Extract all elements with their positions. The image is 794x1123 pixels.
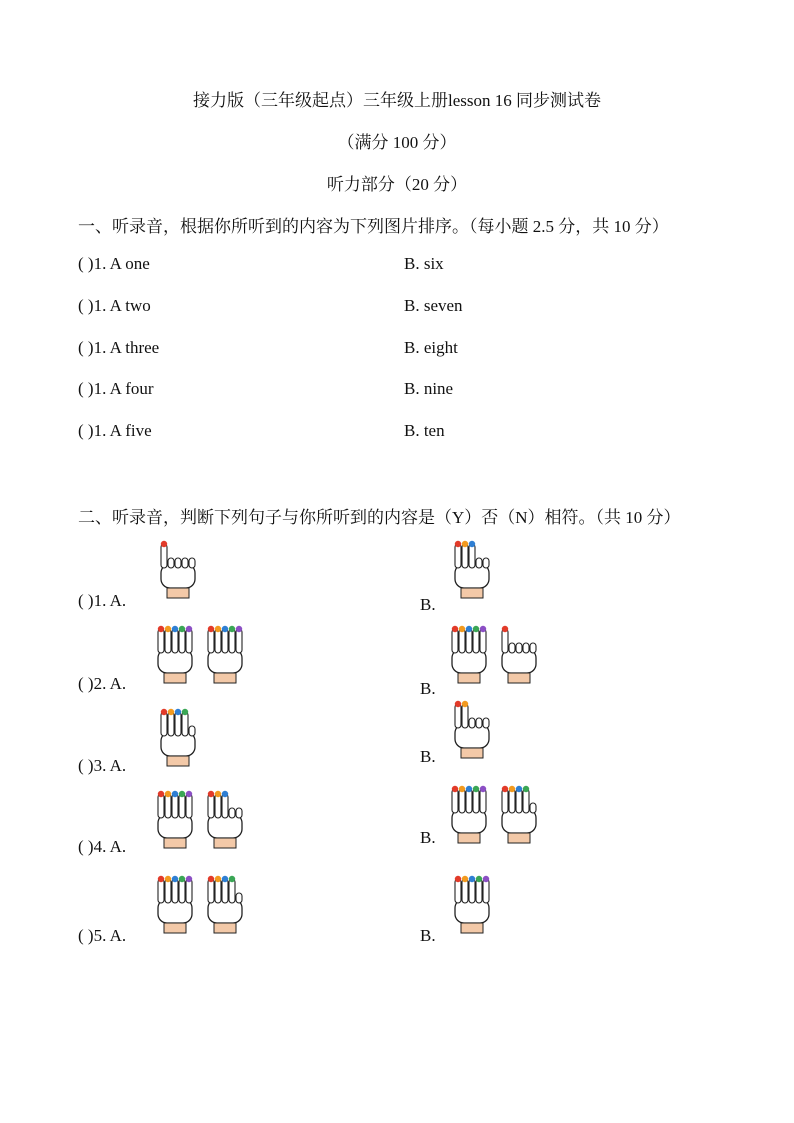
raised-finger: [473, 629, 479, 653]
raised-finger: [462, 704, 468, 728]
raised-finger: [172, 879, 178, 903]
raised-finger: [222, 879, 228, 903]
fingertip-decoration: [215, 791, 221, 797]
glove-cuff: [508, 673, 530, 683]
fingertip-decoration: [215, 626, 221, 632]
glove-cuff: [164, 838, 186, 848]
raised-finger: [165, 879, 171, 903]
fingertip-decoration: [208, 626, 214, 632]
fingertip-decoration: [222, 791, 228, 797]
fingertip-decoration: [455, 701, 461, 707]
fingertip-decoration: [462, 701, 468, 707]
raised-finger: [452, 629, 458, 653]
raised-finger: [168, 712, 174, 736]
fingertip-decoration: [466, 786, 472, 792]
raised-finger: [182, 712, 188, 736]
folded-finger: [516, 643, 522, 653]
raised-finger: [502, 789, 508, 813]
fingertip-decoration: [222, 876, 228, 882]
raised-finger: [179, 629, 185, 653]
raised-finger: [516, 789, 522, 813]
hand-illustration-q3-a: [152, 708, 204, 770]
hand-illustration-q2-a: [152, 625, 252, 687]
raised-finger: [462, 879, 468, 903]
fingertip-decoration: [179, 791, 185, 797]
fingertip-decoration: [179, 876, 185, 882]
folded-finger: [509, 643, 515, 653]
raised-finger: [466, 789, 472, 813]
glove-cuff: [461, 748, 483, 758]
fingertip-decoration: [502, 626, 508, 632]
s2-q4-right: B.: [420, 828, 436, 847]
raised-finger: [158, 629, 164, 653]
raised-finger: [215, 794, 221, 818]
fingertip-decoration: [236, 626, 242, 632]
folded-finger: [530, 643, 536, 653]
folded-finger: [189, 726, 195, 736]
raised-finger: [175, 712, 181, 736]
folded-finger: [523, 643, 529, 653]
s1-q3-left: ( )1. A three: [78, 338, 160, 357]
raised-finger: [208, 629, 214, 653]
fingertip-decoration: [523, 786, 529, 792]
fingertip-decoration: [480, 626, 486, 632]
raised-finger: [186, 629, 192, 653]
raised-finger: [455, 704, 461, 728]
fingertip-decoration: [455, 876, 461, 882]
fingertip-decoration: [186, 791, 192, 797]
s1-q5-left: ( )1. A five: [78, 421, 152, 440]
section2-heading: 二、听录音，判断下列句子与你所听到的内容是（Y）否（N）相符。（共 10 分）: [78, 508, 681, 527]
raised-finger: [186, 794, 192, 818]
glove-cuff: [214, 923, 236, 933]
fingertip-decoration: [476, 876, 482, 882]
fingertip-decoration: [179, 626, 185, 632]
fingertip-decoration: [182, 709, 188, 715]
folded-finger: [236, 893, 242, 903]
raised-finger: [158, 879, 164, 903]
s2-q1-right: B.: [420, 595, 436, 614]
fingertip-decoration: [229, 876, 235, 882]
raised-finger: [165, 794, 171, 818]
raised-finger: [455, 544, 461, 568]
page-title: 接力版（三年级起点）三年级上册lesson 16 同步测试卷: [193, 91, 601, 110]
fingertip-decoration: [158, 791, 164, 797]
fingertip-decoration: [469, 541, 475, 547]
fingertip-decoration: [455, 541, 461, 547]
fingertip-decoration: [172, 791, 178, 797]
glove-cuff: [458, 673, 480, 683]
folded-finger: [469, 718, 475, 728]
fingertip-decoration: [208, 791, 214, 797]
listening-part-heading: 听力部分（20 分）: [326, 175, 468, 194]
glove-cuff: [214, 673, 236, 683]
s2-q5-right: B.: [420, 926, 436, 945]
fingertip-decoration: [502, 786, 508, 792]
raised-finger: [523, 789, 529, 813]
raised-finger: [473, 789, 479, 813]
raised-finger: [462, 544, 468, 568]
raised-finger: [466, 629, 472, 653]
fingertip-decoration: [469, 876, 475, 882]
fingertip-decoration: [165, 876, 171, 882]
raised-finger: [158, 794, 164, 818]
folded-finger: [236, 808, 242, 818]
fingertip-decoration: [158, 876, 164, 882]
folded-finger: [476, 558, 482, 568]
fingertip-decoration: [452, 786, 458, 792]
raised-finger: [215, 629, 221, 653]
raised-finger: [229, 879, 235, 903]
raised-finger: [229, 629, 235, 653]
raised-finger: [172, 629, 178, 653]
raised-finger: [215, 879, 221, 903]
glove-cuff: [461, 588, 483, 598]
s2-q1-left: ( )1. A.: [78, 591, 127, 610]
fingertip-decoration: [215, 876, 221, 882]
section1-heading: 一、听录音，根据你所听到的内容为下列图片排序。（每小题 2.5 分，共 10 分）: [78, 217, 669, 236]
folded-finger: [175, 558, 181, 568]
raised-finger: [509, 789, 515, 813]
hand-illustration-q1-b: [446, 540, 498, 602]
fingertip-decoration: [175, 709, 181, 715]
raised-finger: [483, 879, 489, 903]
glove-cuff: [214, 838, 236, 848]
hand-illustration-q2-b: [446, 625, 546, 687]
fingertip-decoration: [161, 709, 167, 715]
s1-q4-left: ( )1. A four: [78, 379, 154, 398]
raised-finger: [208, 879, 214, 903]
fingertip-decoration: [168, 709, 174, 715]
fingertip-decoration: [473, 626, 479, 632]
fingertip-decoration: [186, 626, 192, 632]
glove-cuff: [164, 673, 186, 683]
raised-finger: [452, 789, 458, 813]
fingertip-decoration: [186, 876, 192, 882]
hand-illustration-q5-b: [446, 875, 498, 937]
folded-finger: [229, 808, 235, 818]
hand-illustration-q4-a: [152, 790, 252, 852]
raised-finger: [469, 544, 475, 568]
fingertip-decoration: [459, 626, 465, 632]
folded-finger: [483, 718, 489, 728]
s2-q4-left: ( )4. A.: [78, 837, 127, 856]
raised-finger: [222, 794, 228, 818]
fingertip-decoration: [452, 626, 458, 632]
hand-illustration-q1-a: [152, 540, 204, 602]
fingertip-decoration: [222, 626, 228, 632]
full-score: （满分 100 分）: [337, 133, 457, 152]
fingertip-decoration: [165, 626, 171, 632]
fingertip-decoration: [509, 786, 515, 792]
glove-cuff: [167, 588, 189, 598]
raised-finger: [480, 629, 486, 653]
raised-finger: [502, 629, 508, 653]
raised-finger: [161, 544, 167, 568]
s1-q2-right: B. seven: [404, 296, 463, 315]
s2-q3-right: B.: [420, 747, 436, 766]
s2-q5-left: ( )5. A.: [78, 926, 127, 945]
raised-finger: [480, 789, 486, 813]
fingertip-decoration: [172, 626, 178, 632]
fingertip-decoration: [172, 876, 178, 882]
s1-q1-right: B. six: [404, 254, 444, 273]
fingertip-decoration: [208, 876, 214, 882]
fingertip-decoration: [480, 786, 486, 792]
fingertip-decoration: [483, 876, 489, 882]
fingertip-decoration: [165, 791, 171, 797]
s2-q2-left: ( )2. A.: [78, 674, 127, 693]
raised-finger: [459, 629, 465, 653]
folded-finger: [476, 718, 482, 728]
s1-q3-right: B. eight: [404, 338, 458, 357]
raised-finger: [459, 789, 465, 813]
raised-finger: [455, 879, 461, 903]
s2-q2-right: B.: [420, 679, 436, 698]
fingertip-decoration: [158, 626, 164, 632]
raised-finger: [236, 629, 242, 653]
fingertip-decoration: [462, 876, 468, 882]
s2-q3-left: ( )3. A.: [78, 756, 127, 775]
raised-finger: [165, 629, 171, 653]
folded-finger: [530, 803, 536, 813]
s1-q5-right: B. ten: [404, 421, 445, 440]
fingertip-decoration: [473, 786, 479, 792]
raised-finger: [179, 794, 185, 818]
glove-cuff: [508, 833, 530, 843]
raised-finger: [222, 629, 228, 653]
s1-q2-left: ( )1. A two: [78, 296, 151, 315]
glove-cuff: [461, 923, 483, 933]
fingertip-decoration: [466, 626, 472, 632]
raised-finger: [469, 879, 475, 903]
raised-finger: [186, 879, 192, 903]
folded-finger: [189, 558, 195, 568]
raised-finger: [179, 879, 185, 903]
folded-finger: [483, 558, 489, 568]
hand-illustration-q5-a: [152, 875, 252, 937]
s1-q4-right: B. nine: [404, 379, 454, 398]
s1-q1-left: ( )1. A one: [78, 254, 150, 273]
glove-cuff: [167, 756, 189, 766]
raised-finger: [172, 794, 178, 818]
fingertip-decoration: [462, 541, 468, 547]
folded-finger: [168, 558, 174, 568]
fingertip-decoration: [516, 786, 522, 792]
raised-finger: [208, 794, 214, 818]
raised-finger: [476, 879, 482, 903]
glove-cuff: [458, 833, 480, 843]
hand-illustration-q3-b: [446, 700, 498, 762]
fingertip-decoration: [459, 786, 465, 792]
glove-cuff: [164, 923, 186, 933]
fingertip-decoration: [229, 626, 235, 632]
raised-finger: [161, 712, 167, 736]
folded-finger: [182, 558, 188, 568]
fingertip-decoration: [161, 541, 167, 547]
hand-illustration-q4-b: [446, 785, 546, 847]
